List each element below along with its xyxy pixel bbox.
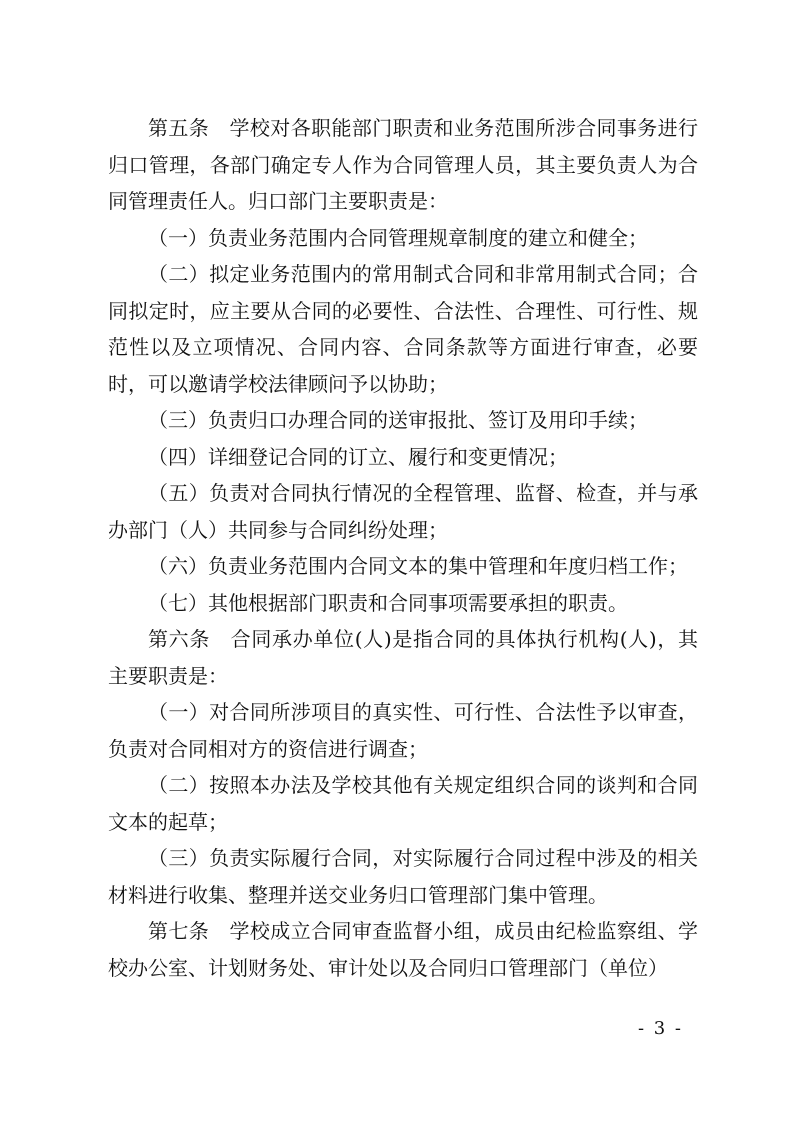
page-number: - 3 - [637, 1018, 683, 1039]
article-6-paragraph: 第六条 合同承办单位(人)是指合同的具体执行机构(人)，其主要职责是： [108, 627, 698, 688]
article-5-item-2: （二）拟定业务范围内的常用制式合同和非常用制式合同；合同拟定时，应主要从合同的必要性、合法性、合理性、可行性、规范性以及立项情况、合同内容、合同条款等方面进行审查，必要时，可以邀请学校法律顾问予以协助； [108, 262, 698, 396]
article-5-item-5: （五）负责对合同执行情况的全程管理、监督、检查，并与承办部门（人）共同参与合同纠纷处理； [108, 481, 698, 542]
document-body [108, 110, 698, 986]
article-5-item-6: （六）负责业务范围内合同文本的集中管理和年度归档工作； [148, 554, 688, 578]
article-5-item-3: （三）负责归口办理合同的送审报批、签订及用印手续； [148, 408, 648, 432]
article-6-item-2: （二）按照本办法及学校其他有关规定组织合同的谈判和合同文本的起草； [108, 773, 698, 834]
article-5-paragraph: 第五条 学校对各职能部门职责和业务范围所涉合同事务进行归口管理，各部门确定专人作为合同管理人员，其主要负责人为合同管理责任人。归口部门主要职责是： [108, 116, 698, 213]
article-6-item-1: （一）对合同所涉项目的真实性、可行性、合法性予以审查，负责对合同相对方的资信进行调查； [108, 700, 698, 761]
article-5-item-1: （一）负责业务范围内合同管理规章制度的建立和健全； [148, 225, 648, 250]
article-5-item-7: （七）其他根据部门职责和合同事项需要承担的职责。 [148, 590, 628, 615]
article-5-item-4: （四）详细登记合同的订立、履行和变更情况； [148, 444, 568, 469]
article-7-paragraph: 第七条 学校成立合同审查监督小组，成员由纪检监察组、学校办公室、计划财务处、审计处以及合同归口管理部门（单位） [108, 919, 698, 980]
article-6-item-3: （三）负责实际履行合同，对实际履行合同过程中涉及的相关材料进行收集、整理并送交业务归口管理部门集中管理。 [108, 846, 698, 907]
